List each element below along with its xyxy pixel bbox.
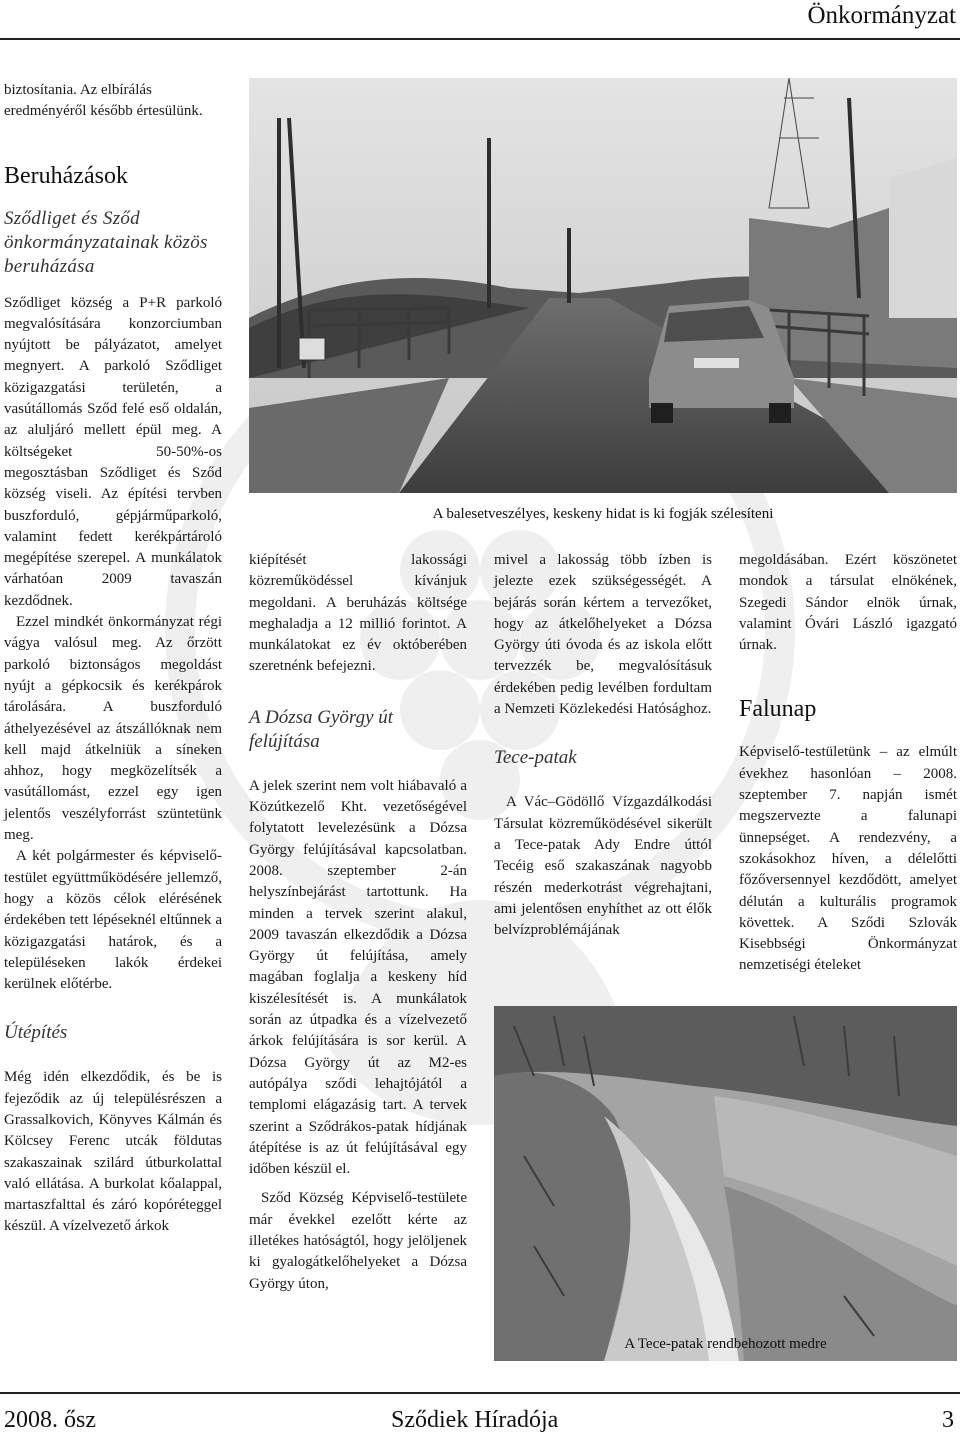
caption-bridge-photo: A balesetveszélyes, keskeny hidat is ki fogják szélesíteni: [432, 506, 774, 522]
subheading-dozsa-gyorgy-ut: A Dózsa György út felújítása: [249, 706, 394, 752]
column-2: [249, 550, 467, 1295]
paragraph: Ezzel mindkét önkormányzat régi vágya valósul meg. Az őrzött parkoló biztonságos megoldást nyújt a gépkocsik és kerékpárok tárolására. A buszforduló áthelyezésével az átszállóknak nem kell majd átkelniük a síneken ahhoz, hogy megközelítsék a vasútállomást, ezzel egy igen jelentős veszélyforrást szüntetünk meg.: [4, 614, 222, 844]
heading-beruhazasok: Beruházások: [4, 162, 128, 189]
photo-creek-bed-image: [494, 1006, 957, 1361]
paragraph: Még idén elkezdődik, és be is fejeződik az új településrészen a Grassalkovich, Könyves Kálmán és Kölcsey Ferenc utcák földutas szakaszainak szilárd útburkolattal való ellátása. A burkolat kőalappal, martaszfalttal és záró kopóréteggel készül. A vízelvezető árkok: [4, 1069, 222, 1235]
paragraph: megoldásában. Ezért köszönetet mondok a társulat elnökének, Szegedi Sándor elnök úrnak, valamint Óvári László igazgató úrnak.: [739, 552, 957, 654]
photo-bridge-road-image: [249, 78, 957, 493]
intro-text: biztosítania. Az elbírálás eredményéről később értesülünk.: [4, 82, 203, 120]
heading-falunap: Falunap: [739, 696, 817, 723]
photo-creek-bed: [494, 1006, 957, 1361]
footer-season: 2008. ősz: [4, 1407, 96, 1433]
paragraph: A jelek szerint nem volt hiábavaló a Közútkezelő Kht. vezetőségével folytatott levelezésünk a Dózsa György felújításával kapcsolatban. 2008. szeptember 2-án helyszínbejárást tartottunk. Ha minden a tervek szerint alakul, 2009 tavaszán elkezdődik a Dózsa György út felújítása, amely magában foglalja a keskeny híd kiszélesítését is. A munkálatok során az útpadka és a vízelvezető árkok felújítására is sor kerül. A Dózsa György út az M2-es autópálya sződi lehajtójától a templomi elágazásig tart. A tervek szerint a Sződrákos-patak hídjának átépítése is az út felújításával egy időben készül el.: [249, 777, 467, 1178]
column-1: [4, 80, 222, 1238]
paragraph: Sződliget község a P+R parkoló megvalósítására konzorciumban nyújtott be pályázatot, amelyet megnyert. A parkoló Sződliget közigazgatási területén, a vasútállomás Sződ felé eső oldalán, az aluljáró mellett épül meg. A költségeket 50-50%-os megosztásban Sződliget és Sződ község viseli. Az építési tervben buszforduló, gépjárműparkoló, valamint fedett kerékpártároló megépítése szerepel. A munkálatok várhatóan 2009 tavaszán kezdődnek.: [4, 294, 222, 609]
header-rule: [0, 38, 960, 40]
photo-bridge-road: [249, 78, 957, 493]
subheading-utepites: Útépítés: [4, 1022, 68, 1044]
paragraph: A Vác–Gödöllő Vízgazdálkodási Társulat közreműködésével sikerült a Tece-patak Ady Endre úttól Tecéig eső szakaszának nagyobb részén mederkotrást végrehajtani, ami jelentősen enyhíthet az ott élők belvízproblémájának: [494, 794, 712, 939]
caption-creek-photo: A Tece-patak rendbehozott medre: [624, 1336, 827, 1352]
car: [649, 300, 794, 423]
footer-publication: Sződiek Híradója: [391, 1407, 559, 1433]
paragraph: mivel a lakosság több ízben is jelezte ezek szükségességét. A bejárás során kértem a tervezőket, hogy az átkelőhelyeket a Dózsa György úti óvoda és az iskola előtt tervezzék be, megvalósításuk érdekében pedig levélben fordultam a Nemzeti Közlekedési Hatósághoz.: [494, 552, 712, 718]
footer-page-number: 3: [942, 1407, 954, 1433]
column-3: [494, 550, 712, 941]
column-4: [739, 550, 957, 977]
paragraph: Képviselő-testületünk – az elmúlt évekhez hasonlóan – 2008. szeptember 7. napján ismét megszervezte a falunapi ünnepséget. A rendezvény, a szokásokhoz híven, a délelőtti főzőversennyel kezdődött, amelyet délután a kulturális programok követtek. A Sződi Szlovák Kisebbségi Önkormányzat nemzetiségi ételeket: [739, 744, 957, 974]
paragraph: kiépítését lakossági közreműködéssel kívánjuk megoldani. A beruházás költsége meghaladja a 12 millió forintot. A munkálatokat ez év októberében szeretnénk befejezni.: [249, 552, 467, 675]
subheading-kozos-beruhazas: Sződliget és Sződ önkormányzatainak közös beruházása: [4, 207, 208, 277]
section-title: Önkormányzat: [807, 2, 956, 29]
subheading-tece-patak: Tece-patak: [494, 747, 577, 769]
paragraph: A két polgármester és képviselő-testület együttműködésére jellemző, hogy a közös célok elérésének érdekében tett lépéseknél eltűnnek a közigazgatási határok, és a településeken lakók érdekei kerülnek előtérbe.: [4, 848, 222, 993]
footer-rule: [0, 1392, 960, 1394]
paragraph: Sződ Község Képviselő-testülete már évekkel ezelőtt kérte az illetékes hatóságtól, hogy jelöljenek ki gyalogátkelőhelyeket a Dózsa György úton,: [249, 1190, 467, 1292]
